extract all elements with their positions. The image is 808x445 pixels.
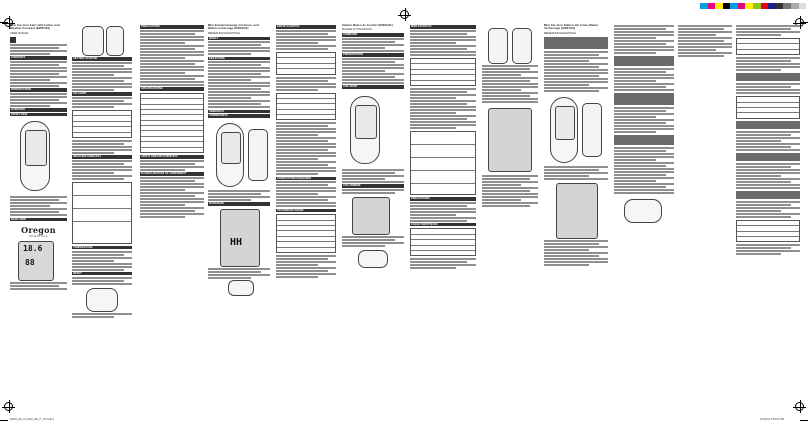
section-ruckseite: RÜCKSEITE bbox=[208, 202, 270, 206]
section-contents: CONTENTS bbox=[10, 56, 67, 60]
panel-last-1 bbox=[614, 24, 674, 416]
lcd-illustration-fr bbox=[342, 195, 404, 235]
section-introduction: INTRODUCTION bbox=[10, 88, 67, 92]
device-body bbox=[20, 121, 50, 191]
crop-mark bbox=[800, 22, 808, 23]
manual-subtitle: USER MANUAL bbox=[10, 31, 29, 35]
lcd-humidity: 88 bbox=[25, 258, 35, 268]
section-vorderseite: VORDERSEITE bbox=[208, 114, 270, 118]
panel-german-2 bbox=[276, 24, 336, 416]
weather-icon-table bbox=[72, 182, 132, 244]
registration-mark-top-center bbox=[400, 10, 409, 19]
manual-title: Mini Car Icon Alert with Indoor and Weather Forecast (EW91/91) bbox=[10, 24, 60, 31]
footer-file-info: EW91_EU_M_ENG_DE_IT_FR.indd 1 bbox=[10, 418, 55, 421]
section-reset: RESET bbox=[72, 272, 132, 276]
language-badge bbox=[10, 37, 16, 43]
panel-english-3 bbox=[140, 24, 204, 416]
manual-subtitle-de: BEDIENUNGSANLEITUNG bbox=[208, 31, 240, 35]
section-ice-alert: ICE ALERT bbox=[72, 92, 132, 96]
device-small-de bbox=[208, 280, 270, 296]
panel-last-mid bbox=[678, 24, 732, 416]
device-front-illustration-de bbox=[208, 119, 270, 189]
section-presentation: PRESENTATION bbox=[342, 53, 404, 57]
lcd-illustration-fr-2 bbox=[482, 104, 538, 174]
crop-mark bbox=[800, 420, 808, 421]
section-specifications: SPECIFICATIONS bbox=[140, 87, 204, 91]
panel-last-2 bbox=[736, 24, 800, 416]
section-inhalt: INHALT bbox=[208, 37, 270, 41]
section-front-view: FRONT VIEW bbox=[10, 113, 67, 117]
weather-icon-table-fr bbox=[410, 131, 476, 195]
panel-english-2 bbox=[72, 24, 132, 416]
section-sommaire: SOMMAIRE bbox=[342, 33, 404, 37]
sensor-illustration-fr bbox=[482, 24, 538, 64]
section-mise-en-route: MISE EN ROUTE bbox=[410, 25, 476, 29]
manual-title-fr: Station Meteo de Confort (EW91/91) bbox=[342, 24, 393, 27]
sensor-illustration bbox=[72, 24, 132, 56]
device-small-fr bbox=[342, 248, 404, 268]
section-temperature: TEMPERATURE bbox=[72, 246, 132, 250]
section-eu-conformity: EU-DECLARATION OF CONFORMITY bbox=[140, 172, 204, 176]
device-small-last bbox=[614, 195, 674, 225]
brand-logo bbox=[10, 225, 67, 235]
panel-french-2 bbox=[410, 24, 476, 416]
manual-title-de: Mini-Eiswarnanzeige mit Innen- und Wettervorhersage (EW91/91) bbox=[208, 24, 259, 31]
panel-cover-4 bbox=[544, 24, 608, 416]
section-precautions: PRECAUTIONS bbox=[140, 25, 204, 29]
lcd-screen bbox=[25, 130, 47, 166]
brand-sub: SCIENTIFIC bbox=[28, 235, 49, 239]
color-calibration-bar bbox=[700, 3, 806, 9]
section-caracteristiques: CARACTERISTIQUES bbox=[410, 223, 476, 227]
panel-french-3 bbox=[482, 24, 538, 416]
section-vue-arriere: VUE ARRIERE bbox=[342, 184, 404, 188]
lcd-illustration-de bbox=[208, 207, 270, 267]
panel-french-cover bbox=[342, 24, 404, 416]
lcd-value-de: HH bbox=[230, 237, 243, 249]
section-vorsichtsmassnahmen: VORSICHTSMASSNAHMEN bbox=[276, 177, 336, 181]
lcd-temperature: 18.6 bbox=[23, 244, 43, 254]
device-front-illustration-4 bbox=[544, 93, 608, 165]
section-overview: OVERVIEW bbox=[10, 108, 67, 112]
section-back-view: BACK VIEW bbox=[10, 218, 67, 222]
section-precautions-fr: PRECAUTIONS bbox=[410, 197, 476, 201]
panel-german-cover bbox=[208, 24, 270, 416]
section-getting-started: GETTING STARTED bbox=[72, 57, 132, 61]
section-about: ABOUT OREGON SCIENTIFIC bbox=[140, 155, 204, 159]
section-weather-forecast: WEATHER FORECAST bbox=[72, 155, 132, 159]
section-einleitung: EINLEITUNG bbox=[208, 57, 270, 61]
section-ubersicht: ÜBERSICHT bbox=[208, 110, 270, 114]
lcd-illustration bbox=[10, 241, 67, 281]
footer-timestamp: 1/2/2014 3:50:52 PM bbox=[760, 418, 785, 421]
manual-subtitle-fr: MANUEL D'UTILISATION bbox=[342, 28, 372, 32]
crop-mark bbox=[0, 22, 8, 23]
section-technische-daten: TECHNISCHE DATEN bbox=[276, 209, 336, 213]
lcd-illustration-4 bbox=[544, 181, 608, 239]
manual-title-4: Mini Car Icon Station mit Innen-Wetter Vorhersage (EW91/91) bbox=[544, 24, 599, 31]
panel-english-cover bbox=[10, 24, 67, 416]
section-vue-avant: VUE AVANT bbox=[342, 85, 404, 89]
device-front-illustration bbox=[10, 117, 67, 195]
device-front-illustration-fr bbox=[342, 90, 404, 168]
brand-name: Oregon bbox=[21, 225, 56, 236]
section-erste-schritte: ERSTE SCHRITTE bbox=[276, 25, 336, 29]
device-small-illustration bbox=[72, 286, 132, 312]
crop-mark bbox=[0, 420, 8, 421]
manual-subtitle-4: BEDIENUNGSANLEITUNG bbox=[544, 31, 576, 35]
